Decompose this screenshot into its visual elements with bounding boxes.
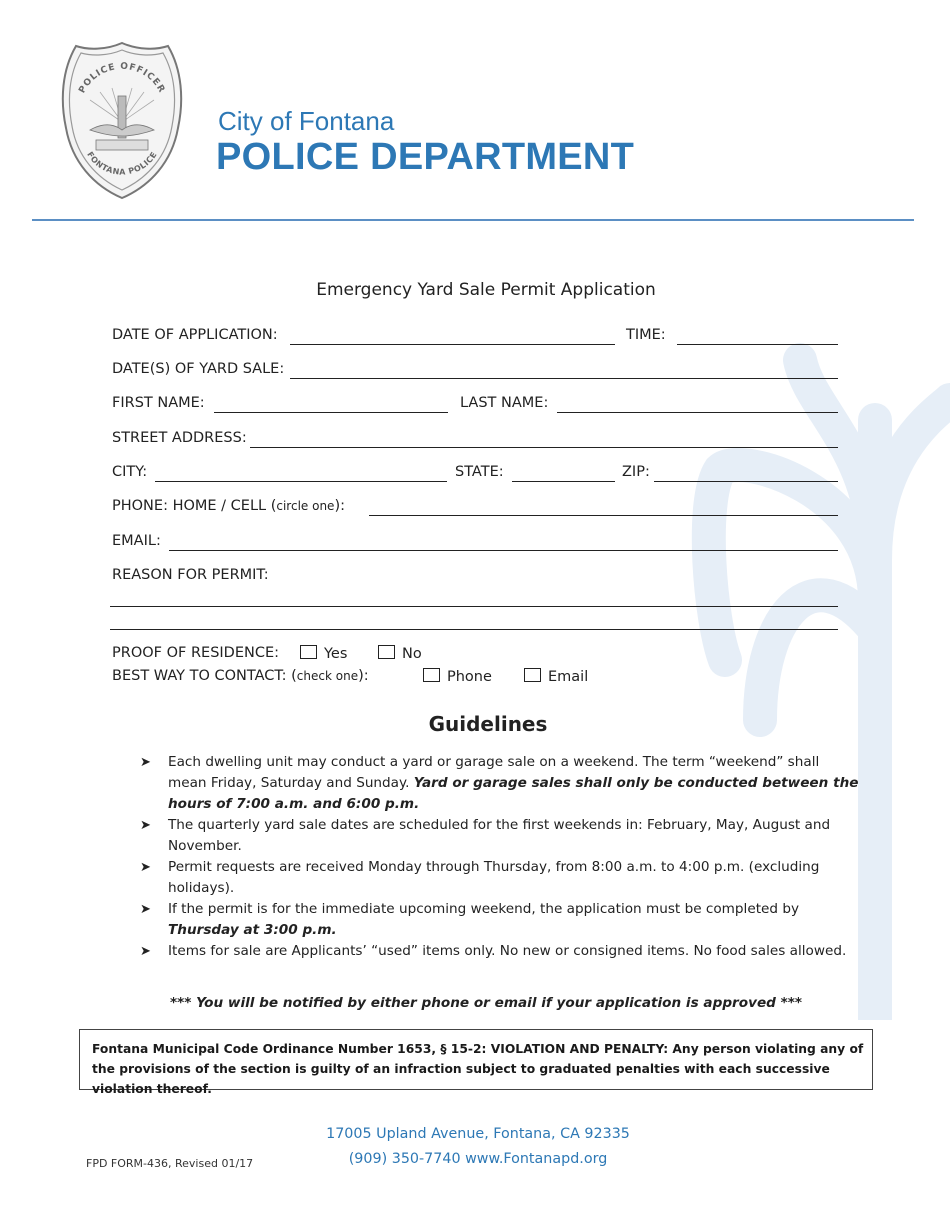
email-label: EMAIL:	[112, 533, 161, 549]
guidelines-title: Guidelines	[428, 712, 548, 736]
contact-hint: check one	[296, 669, 359, 683]
contact-email-checkbox[interactable]	[524, 668, 541, 682]
guidelines-list	[140, 752, 860, 962]
zip-label: ZIP:	[622, 464, 650, 480]
dates-of-sale-field[interactable]	[290, 378, 838, 379]
form-title: Emergency Yard Sale Permit Application	[316, 280, 656, 300]
arrow-bullet-icon: ➤	[140, 944, 151, 959]
arrow-bullet-icon: ➤	[140, 818, 151, 833]
zip-field[interactable]	[654, 481, 838, 482]
arrow-bullet-icon: ➤	[140, 860, 151, 875]
reason-line-2[interactable]	[110, 629, 838, 630]
email-field[interactable]	[169, 550, 838, 551]
arrow-bullet-icon: ➤	[140, 902, 151, 917]
approval-notice: *** You will be notified by either phone or email if your application is approved ***	[170, 995, 802, 1011]
proof-yes-checkbox[interactable]	[300, 645, 317, 659]
phone-field[interactable]	[369, 515, 838, 516]
date-of-application-field[interactable]	[290, 344, 615, 345]
time-field[interactable]	[677, 344, 838, 345]
header-department: POLICE DEPARTMENT	[216, 136, 635, 178]
reason-label: REASON FOR PERMIT:	[112, 567, 269, 583]
first-name-field[interactable]	[214, 412, 448, 413]
last-name-field[interactable]	[557, 412, 838, 413]
contact-email-option[interactable]: Email	[524, 668, 588, 685]
guideline-item: ➤ Permit requests are received Monday through Thursday, from 8:00 a.m. to 4:00 p.m. (excluding holidays).	[140, 859, 820, 896]
header-city: City of Fontana	[218, 106, 395, 136]
header-divider	[32, 219, 914, 221]
footer-phone-website: (909) 350-7740 www.Fontanapd.org	[348, 1151, 608, 1167]
guideline-item: ➤ Each dwelling unit may conduct a yard or garage sale on a weekend. The term “weekend” shall mean Friday, Saturday and Sunday. Yard or garage sales shall only be conducted between the hours of 7:00 a.m. and 6:00 p.m.	[140, 754, 859, 812]
proof-no-checkbox[interactable]	[378, 645, 395, 659]
city-label: CITY:	[112, 464, 148, 480]
police-badge-logo	[60, 40, 184, 202]
phone-hint: circle one	[276, 499, 335, 513]
state-field[interactable]	[512, 481, 615, 482]
dates-of-sale-label: DATE(S) OF YARD SALE:	[112, 361, 285, 377]
arrow-bullet-icon: ➤	[140, 755, 151, 770]
guideline-item: ➤ If the permit is for the immediate upcoming weekend, the application must be completed by Thursday at 3:00 p.m.	[140, 901, 800, 938]
reason-line-1[interactable]	[110, 606, 838, 607]
ordinance-box: Fontana Municipal Code Ordinance Number 1653, § 15-2: VIOLATION AND PENALTY: Any person violating any of the provisions of the section is guilty of an infraction subject to graduated penalties with each successive violation thereof.	[79, 1029, 873, 1090]
city-field[interactable]	[155, 481, 447, 482]
phone-label: PHONE: HOME / CELL (circle one):	[112, 498, 345, 514]
proof-yes-option[interactable]: Yes	[300, 645, 347, 662]
contact-method-label: BEST WAY TO CONTACT: (check one):	[112, 668, 369, 684]
first-name-label: FIRST NAME:	[112, 395, 205, 411]
proof-no-option[interactable]: No	[378, 645, 422, 662]
proof-of-residence-label: PROOF OF RESIDENCE:	[112, 645, 280, 661]
guideline-item: ➤ Items for sale are Applicants’ “used” items only. No new or consigned items. No food sales allowed.	[140, 941, 860, 962]
street-address-field[interactable]	[250, 447, 838, 448]
badge-top-text: POLICE OFFICER	[77, 61, 167, 96]
time-label: TIME:	[626, 327, 666, 343]
street-address-label: STREET ADDRESS:	[112, 430, 247, 446]
badge-bottom-text: FONTANA POLICE	[85, 150, 159, 177]
contact-phone-checkbox[interactable]	[423, 668, 440, 682]
last-name-label: LAST NAME:	[460, 395, 549, 411]
contact-phone-option[interactable]: Phone	[423, 668, 492, 685]
date-of-application-label: DATE OF APPLICATION:	[112, 327, 278, 343]
footer-address: 17005 Upland Avenue, Fontana, CA 92335	[326, 1126, 630, 1142]
state-label: STATE:	[455, 464, 504, 480]
guideline-item: ➤ The quarterly yard sale dates are scheduled for the first weekends in: February, May, August and November.	[140, 817, 831, 854]
form-id: FPD FORM-436, Revised 01/17	[86, 1157, 254, 1170]
